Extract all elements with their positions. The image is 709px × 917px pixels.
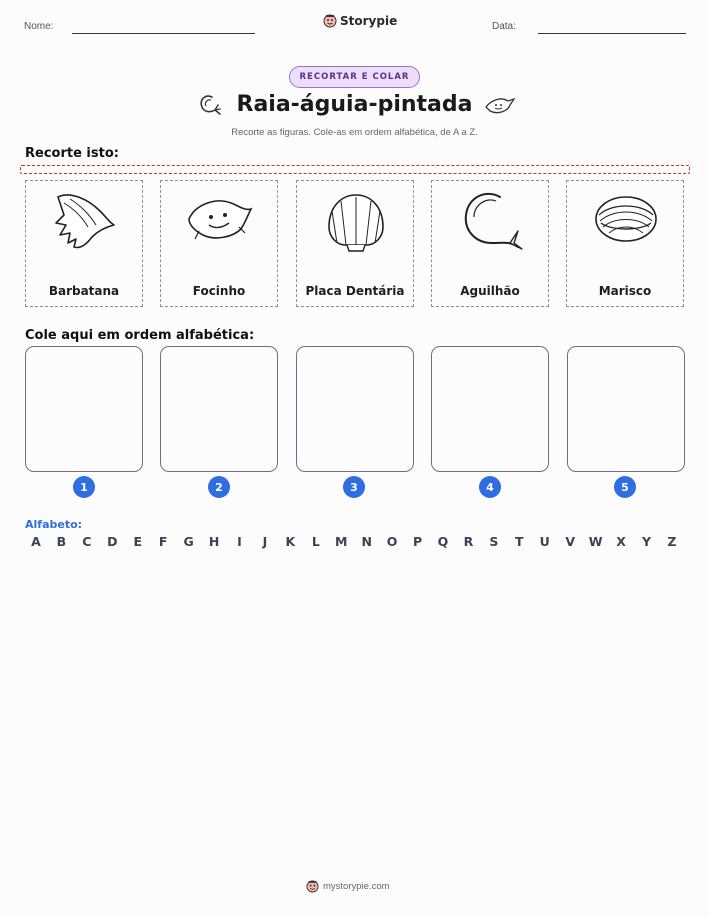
slot-number: 5 <box>614 476 636 498</box>
cut-card[interactable] <box>25 180 143 307</box>
card-label: Aguilhão <box>460 284 520 298</box>
alphabet-letter: N <box>361 534 372 549</box>
cut-heading: Recorte isto: <box>25 146 119 161</box>
alphabet-letter: O <box>386 534 398 549</box>
slot-number: 4 <box>479 476 501 498</box>
alphabet-letter: C <box>82 534 92 549</box>
alphabet-row <box>26 534 682 549</box>
brand-name: Storypie <box>340 14 398 28</box>
alphabet-letter: Y <box>641 534 652 549</box>
slot-number: 1 <box>73 476 95 498</box>
alphabet-heading: Alfabeto: <box>25 518 83 531</box>
alphabet-letter: U <box>539 534 550 549</box>
paste-heading: Cole aqui em ordem alfabética: <box>25 328 255 343</box>
slot-number: 2 <box>208 476 230 498</box>
paste-slot[interactable] <box>160 346 278 472</box>
alphabet-letter: X <box>616 534 626 549</box>
stinger-icon <box>456 187 526 257</box>
card-label: Placa Dentária <box>305 284 405 298</box>
card-label: Focinho <box>192 284 246 298</box>
alphabet-letter: I <box>237 534 242 549</box>
date-label: Data: <box>492 21 516 32</box>
alphabet-letter: V <box>565 534 576 549</box>
alphabet-letter: P <box>412 534 423 549</box>
cut-line <box>20 165 690 174</box>
storypie-mascot-icon <box>323 14 337 28</box>
storypie-mascot-icon <box>306 880 319 893</box>
alphabet-letter: J <box>262 534 268 549</box>
alphabet-letter: H <box>208 534 220 549</box>
activity-badge: RECORTAR E COLAR <box>289 66 420 88</box>
footer-url[interactable]: mystorypie.com <box>323 881 390 892</box>
brand-logo <box>323 14 397 28</box>
footer <box>306 880 390 893</box>
fin-icon <box>50 187 120 257</box>
ray-doodle-icon <box>484 95 516 117</box>
cut-card[interactable] <box>296 180 414 307</box>
alphabet-letter: W <box>588 534 603 549</box>
alphabet-letter: B <box>56 534 67 549</box>
cut-card[interactable] <box>566 180 684 307</box>
alphabet-letter: R <box>463 534 474 549</box>
alphabet-letter: T <box>515 534 524 549</box>
alphabet-letter: Q <box>437 534 449 549</box>
header <box>0 14 709 40</box>
instructions: Recorte as figuras. Cole-as em ordem alfabética, de A a Z. <box>231 127 478 138</box>
card-label: Barbatana <box>48 284 120 298</box>
alphabet-letter: D <box>107 534 118 549</box>
alphabet-letter: Z <box>667 534 677 549</box>
alphabet-letter: F <box>158 534 168 549</box>
snout-icon <box>185 187 255 257</box>
alphabet-letter: M <box>335 534 348 549</box>
alphabet-letter: L <box>311 534 320 549</box>
clam-icon <box>591 187 661 257</box>
card-label: Marisco <box>598 284 652 298</box>
alphabet-letter: S <box>489 534 499 549</box>
paste-slot[interactable] <box>296 346 414 472</box>
paste-slot[interactable] <box>567 346 685 472</box>
name-line <box>72 33 255 34</box>
cut-card[interactable] <box>160 180 278 307</box>
alphabet-letter: A <box>31 534 41 549</box>
cut-card[interactable] <box>431 180 549 307</box>
date-line <box>538 33 686 34</box>
page-title: Raia-águia-pintada <box>236 92 473 117</box>
dental-plate-icon <box>321 187 391 257</box>
paste-slot[interactable] <box>431 346 549 472</box>
alphabet-letter: K <box>285 534 296 549</box>
paste-slot[interactable] <box>25 346 143 472</box>
slot-number: 3 <box>343 476 365 498</box>
name-label: Nome: <box>24 21 54 32</box>
alphabet-letter: E <box>133 534 143 549</box>
alphabet-letter: G <box>183 534 194 549</box>
